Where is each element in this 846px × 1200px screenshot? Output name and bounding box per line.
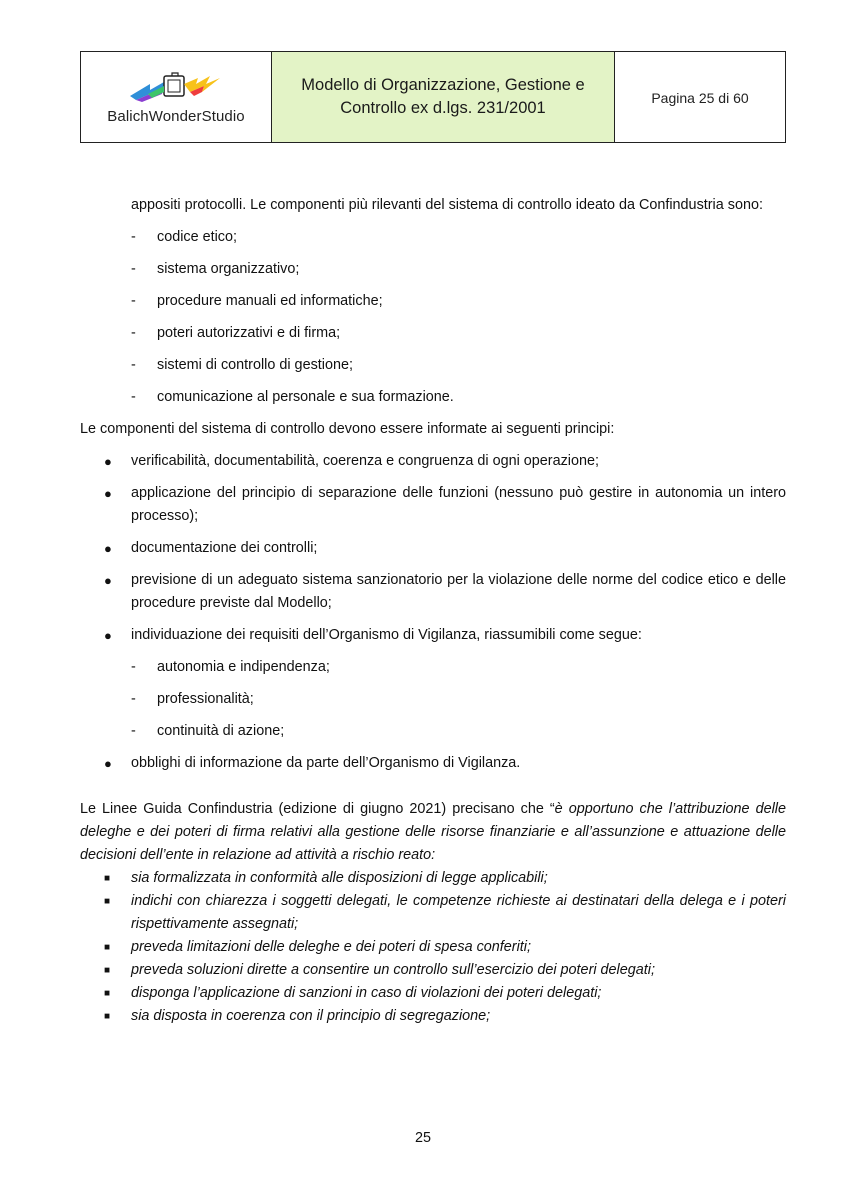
title-line-2: Controllo ex d.lgs. 231/2001: [340, 99, 546, 117]
company-logo-icon: [128, 70, 224, 104]
intro-paragraph: appositi protocolli. Le componenti più rilevanti del sistema di controllo ideato da Confindustria sono:: [131, 197, 763, 213]
guidelines-text: Le Linee Guida Confindustria (edizione di giugno 2021) precisano che “: [80, 801, 555, 817]
principles-list: [80, 450, 786, 647]
components-list: [80, 226, 786, 409]
list-item: ■ sia formalizzata in conformità alle disposizioni di legge applicabili;: [104, 870, 548, 886]
list-item: - professionalità;: [131, 691, 254, 707]
odv-requirements-list: [80, 656, 786, 743]
list-item: ■ preveda soluzioni dirette a consentire un controllo sull’esercizio dei poteri delegati;: [104, 962, 655, 978]
list-item: - poteri autorizzativi e di firma;: [131, 325, 341, 341]
logo-cell: [81, 52, 272, 142]
list-item: ■ indichi con chiarezza i soggetti delegati, le competenze richieste ai destinatari della delega e i poteri rispettivamente assegnati;: [104, 893, 786, 932]
list-item: ■ sia disposta in coerenza con il principio di segregazione;: [104, 1008, 491, 1024]
list-item: - procedure manuali ed informatiche;: [131, 293, 383, 309]
list-item: - sistemi di controllo di gestione;: [131, 357, 353, 373]
list-item: ● verificabilità, documentabilità, coerenza e congruenza di ogni operazione;: [104, 453, 599, 469]
list-item: ● individuazione dei requisiti dell’Organismo di Vigilanza, riassumibili come segue:: [104, 627, 642, 643]
list-item: ● previsione di un adeguato sistema sanzionatorio per la violazione delle norme del codice etico e delle procedure previste dal Modello;: [104, 572, 786, 611]
principles-intro: Le componenti del sistema di controllo devono essere informate ai seguenti principi:: [80, 421, 615, 437]
list-item: - sistema organizzativo;: [131, 261, 300, 277]
page-number: 25: [414, 1130, 431, 1146]
list-item: - codice etico;: [131, 229, 237, 245]
guidelines-paragraph: [80, 798, 786, 867]
list-item: - continuità di azione;: [131, 723, 285, 739]
list-item: ■ preveda limitazioni delle deleghe e dei poteri di spesa conferiti;: [104, 939, 531, 955]
list-item: - comunicazione al personale e sua formazione.: [131, 389, 454, 405]
document-body: [80, 194, 786, 1028]
guidelines-quote: è opportuno che l’attribuzione delle deleghe e dei poteri di firma relativi alla gestione delle risorse finanziarie e all’assunzione e attuazione delle decisioni dell’ente in relazione ad attività a rischio reato:: [80, 801, 786, 863]
page-indicator: Pagina 25 di 60: [651, 90, 749, 106]
list-item: ● applicazione del principio di separazione delle funzioni (nessuno può gestire in autonomia un intero processo);: [104, 485, 786, 524]
list-item: ● documentazione dei controlli;: [104, 540, 318, 556]
guideline-items-list: [80, 867, 786, 1028]
company-name: BalichWonderStudio: [107, 107, 245, 125]
list-item: - autonomia e indipendenza;: [131, 659, 330, 675]
document-header: [80, 51, 786, 143]
list-item: ● obblighi di informazione da parte dell’Organismo di Vigilanza.: [104, 755, 521, 771]
list-item: ■ disponga l’applicazione di sanzioni in caso di violazioni dei poteri delegati;: [104, 985, 602, 1001]
title-line-1: Modello di Organizzazione, Gestione e: [301, 76, 585, 94]
document-title: [272, 52, 615, 142]
principles-list-continued: [80, 752, 786, 775]
